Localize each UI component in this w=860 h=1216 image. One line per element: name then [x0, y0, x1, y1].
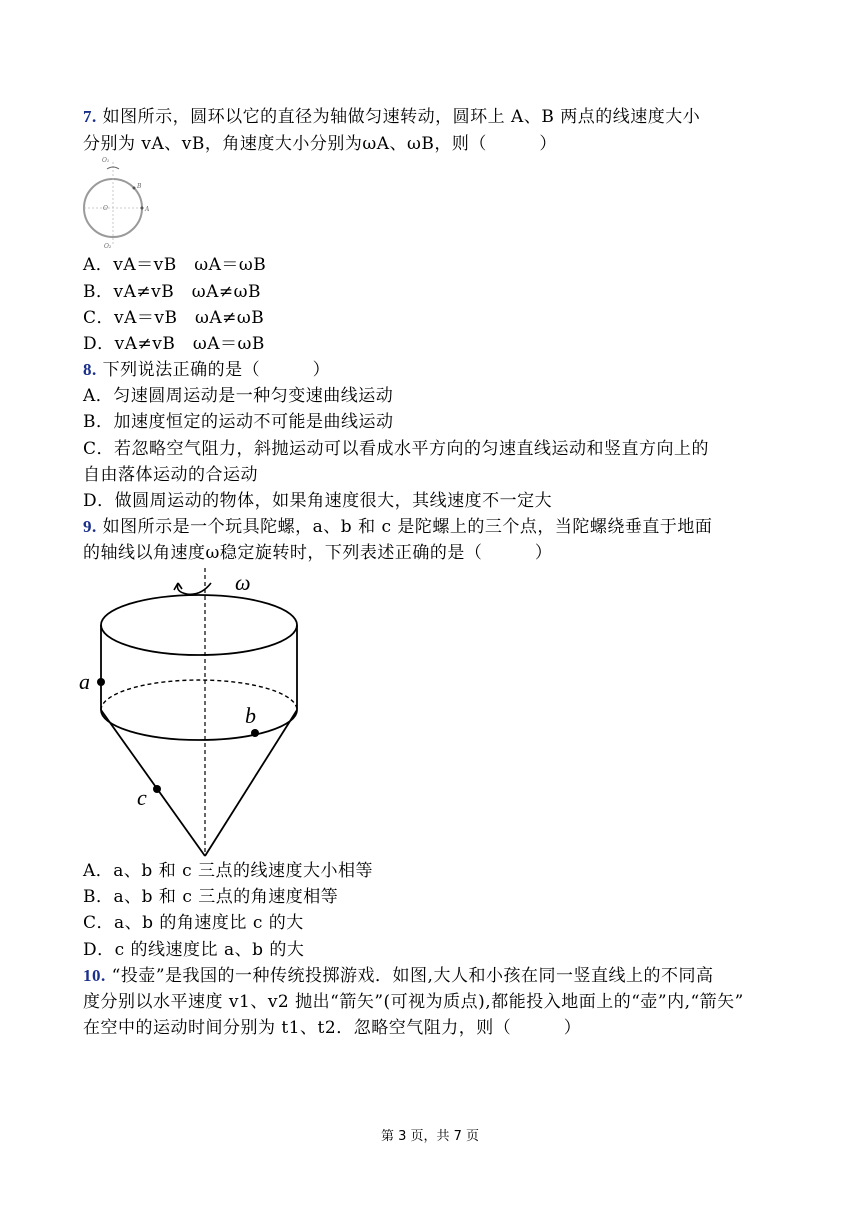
q10-text-line1: “投壶”是我国的一种传统投掷游戏．如图,大人和小孩在同一竖直线上的不同高	[111, 966, 714, 986]
label-o2: O₂	[104, 243, 112, 250]
label-b: b	[245, 703, 256, 728]
q9-number: 9.	[83, 517, 97, 536]
q9-text-line1: 如图所示是一个玩具陀螺，a、b 和 c 是陀螺上的三个点，当陀螺绕垂直于地面	[102, 517, 713, 537]
ring-figure	[80, 156, 160, 250]
q8-stem: 下列说法正确的是（ ）	[102, 360, 331, 380]
q9-line1	[83, 514, 712, 540]
q7-number: 7.	[83, 107, 97, 126]
top-ellipse	[101, 595, 297, 655]
q7-line2: 分别为 vA、vB，角速度大小分别为ωA、ωB，则（ ）	[83, 134, 557, 154]
q8-option-c-cont: 自由落体运动的合运动	[83, 465, 258, 485]
omega-label: ω	[235, 570, 251, 595]
q9-line2: 的轴线以角速度ω稳定旋转时，下列表述正确的是（ ）	[83, 543, 553, 563]
q9-option-b: B．a、b 和 c 三点的角速度相等	[83, 887, 339, 907]
q8-option-b: B．加速度恒定的运动不可能是曲线运动	[83, 412, 394, 432]
q9-option-a: A．a、b 和 c 三点的线速度大小相等	[83, 861, 374, 881]
label-b: B	[137, 183, 142, 190]
point-a	[97, 678, 105, 686]
q7-option-a: A．vA＝vB ωA＝ωB	[83, 255, 267, 275]
q10-line2: 度分别以水平速度 v1、v2 抛出“箭矢”(可视为质点),都能投入地面上的“壶”内,“箭矢”	[83, 992, 744, 1012]
q7-line1	[83, 104, 700, 130]
q8-option-d: D．做圆周运动的物体，如果角速度很大，其线速度不一定大	[83, 491, 553, 511]
point-b	[251, 729, 259, 737]
label-o1: O₁	[102, 157, 110, 164]
q7-option-d: D．vA≠vB ωA＝ωB	[83, 334, 265, 354]
point-c	[153, 785, 161, 793]
label-a: A	[145, 206, 150, 213]
q8-number: 8.	[83, 360, 97, 379]
label-a: a	[79, 669, 90, 694]
q8-stem-line	[83, 357, 330, 383]
q7-option-c: C．vA＝vB ωA≠ωB	[83, 308, 265, 328]
page-footer: 第 3 页，共 7 页	[380, 1129, 480, 1144]
bottom-ellipse-front	[101, 710, 297, 740]
q10-line3: 在空中的运动时间分别为 t1、t2．忽略空气阻力，则（ ）	[83, 1018, 582, 1038]
label-o: O	[103, 205, 108, 212]
q7-option-b: B．vA≠vB ωA≠ωB	[83, 282, 261, 302]
spinning-top-figure	[75, 568, 315, 860]
label-c: c	[137, 785, 147, 810]
q8-option-c: C．若忽略空气阻力，斜抛运动可以看成水平方向的匀速直线运动和竖直方向上的	[83, 439, 710, 459]
cone-right	[205, 710, 297, 856]
q8-option-a: A．匀速圆周运动是一种匀变速曲线运动	[83, 386, 394, 406]
q9-option-c: C．a、b 的角速度比 c 的大	[83, 913, 304, 933]
cone-left	[101, 710, 205, 856]
q9-option-d: D．c 的线速度比 a、b 的大	[83, 940, 305, 960]
q10-line1	[83, 963, 713, 989]
point-a	[141, 207, 144, 210]
point-b	[133, 187, 136, 190]
q7-text-line1: 如图所示，圆环以它的直径为轴做匀速转动，圆环上 A、B 两点的线速度大小	[102, 107, 701, 127]
bottom-ellipse-back	[101, 680, 297, 710]
q10-number: 10.	[83, 966, 106, 985]
